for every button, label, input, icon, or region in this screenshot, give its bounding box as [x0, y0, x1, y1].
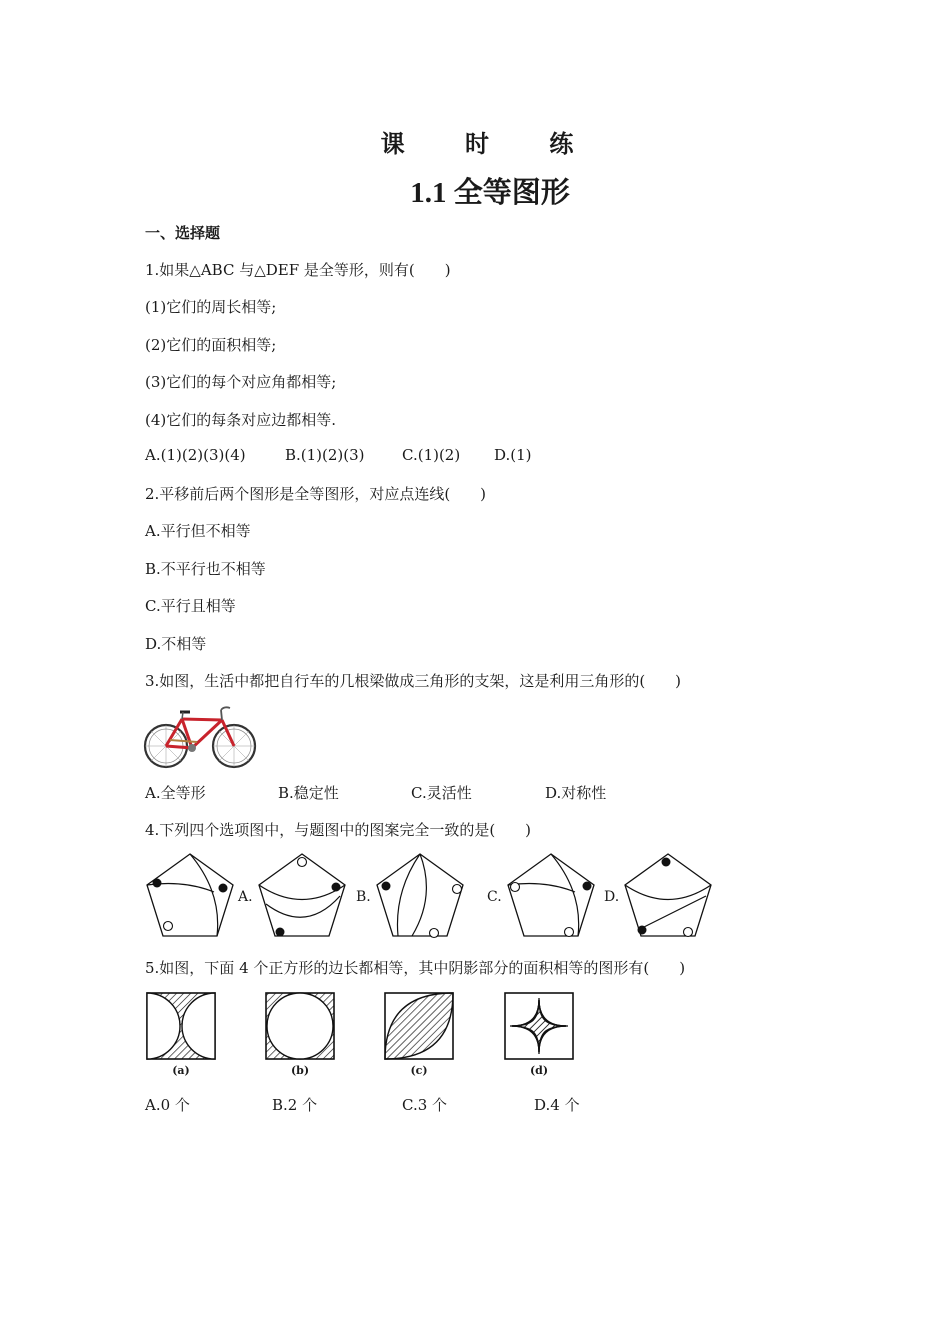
q4-label-b: B. — [356, 889, 371, 905]
q3-option-b: B.稳定性 — [278, 784, 339, 802]
q4-option-c-figure — [505, 852, 597, 940]
q3-option-d: D.对称性 — [545, 784, 607, 802]
q2-option-d: D.不相等 — [145, 635, 207, 653]
q4-option-b-figure — [374, 852, 466, 940]
q5-square-d-star — [144, 990, 584, 1062]
q2-option-a: A.平行但不相等 — [145, 522, 251, 540]
q1-item-3: (3)它们的每个对应角都相等; — [145, 373, 337, 391]
q5-label-d: (d) — [529, 1064, 549, 1077]
q1-stem: 1.如果△ABC 与△DEF 是全等形，则有( ) — [145, 261, 451, 279]
worksheet-title: 课 时 练 — [380, 129, 600, 158]
q4-label-a: A. — [238, 889, 253, 905]
q5-option-a: A.0 个 — [145, 1096, 190, 1114]
q5-option-c: C.3 个 — [402, 1096, 448, 1114]
q1-option-b: B.(1)(2)(3) — [285, 446, 365, 464]
q4-option-d-figure — [622, 852, 714, 940]
q5-option-d: D.4 个 — [534, 1096, 580, 1114]
q2-stem: 2.平移前后两个图形是全等图形，对应点连线( ) — [145, 485, 487, 503]
q4-option-a-figure — [256, 852, 348, 940]
q1-option-c: C.(1)(2) — [402, 446, 461, 464]
q5-option-b: B.2 个 — [272, 1096, 318, 1114]
q3-stem: 3.如图，生活中都把自行车的几根梁做成三角形的支架，这是利用三角形的( ) — [145, 672, 682, 690]
section-heading: 一、选择题 — [145, 224, 221, 242]
bicycle-image — [142, 698, 260, 774]
q2-option-c: C.平行且相等 — [145, 597, 236, 615]
q5-label-c: (c) — [410, 1064, 428, 1077]
q4-stem: 4.下列四个选项图中，与题图中的图案完全一致的是( ) — [145, 821, 532, 839]
q1-item-1: (1)它们的周长相等; — [145, 298, 277, 316]
q1-option-a: A.(1)(2)(3)(4) — [145, 446, 246, 464]
q2-option-b: B.不平行也不相等 — [145, 560, 266, 578]
q3-option-c: C.灵活性 — [411, 784, 472, 802]
q1-option-d: D.(1) — [494, 446, 532, 464]
q1-item-2: (2)它们的面积相等; — [145, 336, 277, 354]
q4-label-d: D. — [604, 889, 620, 905]
q5-label-b: (b) — [290, 1064, 310, 1077]
q4-label-c: C. — [487, 889, 502, 905]
q1-item-4: (4)它们的每条对应边都相等. — [145, 411, 337, 429]
q4-problem-pentagon — [144, 852, 236, 940]
lesson-title: 1.1 全等图形 — [410, 177, 570, 209]
q5-label-a: (a) — [172, 1064, 190, 1077]
q3-option-a: A.全等形 — [145, 784, 206, 802]
q5-stem: 5.如图，下面 4 个正方形的边长都相等，其中阴影部分的面积相等的图形有( ) — [145, 959, 686, 977]
